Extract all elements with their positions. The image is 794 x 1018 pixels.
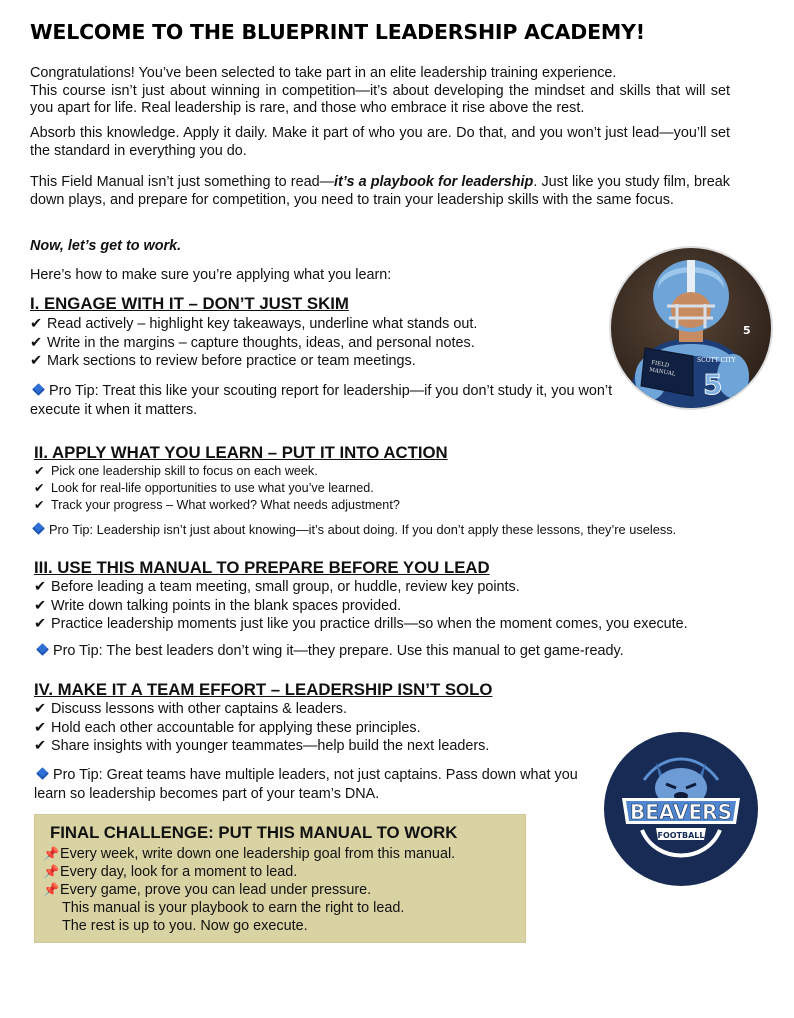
list-item-text: Read actively – highlight key takeaways, underline what stands out.	[47, 316, 478, 332]
section-1-pro-tip	[30, 382, 615, 420]
pro-tip-text: Pro Tip: The best leaders don’t wing it—they prepare. Use this manual to get game-ready.	[53, 643, 624, 659]
challenge-closing-2: The rest is up to you. Now go execute.	[62, 918, 308, 934]
checkmark-icon: ✔	[30, 334, 43, 351]
list-item-text: Hold each other accountable for applying these principles.	[51, 719, 421, 736]
section-1-list	[30, 315, 477, 371]
list-item-text: Practice leadership moments just like you practice drills—so when the moment comes, you execute.	[51, 616, 688, 632]
book-text-manual: MANUAL	[648, 367, 676, 378]
section-3-heading: III. USE THIS MANUAL TO PREPARE BEFORE YOU LEAD	[34, 558, 490, 577]
list-item-text: Look for real-life opportunities to use what you’ve learned.	[51, 481, 374, 495]
checkmark-icon: ✔	[34, 719, 47, 736]
list-item	[34, 737, 489, 756]
list-item	[34, 615, 688, 634]
list-item-text: Discuss lessons with other captains & leaders.	[51, 701, 347, 717]
list-item-text: Before leading a team meeting, small group, or huddle, review key points.	[51, 579, 520, 595]
checkmark-icon: ✔	[34, 481, 45, 495]
list-item	[30, 352, 477, 371]
intro-line-congratulations: Congratulations! You’ve been selected to take part in an elite leadership training experience.	[30, 65, 617, 81]
list-item-text: Track your progress – What worked? What needs adjustment?	[51, 498, 400, 512]
section-4-heading: IV. MAKE IT A TEAM EFFORT – LEADERSHIP ISN’T SOLO	[34, 680, 493, 699]
beavers-logo-graphic	[604, 732, 758, 886]
page-title: WELCOME TO THE BLUEPRINT LEADERSHIP ACADEMY!	[30, 20, 645, 44]
intro-p3-emphasis: it’s a playbook for leadership	[333, 174, 534, 190]
list-item	[34, 497, 400, 514]
checkmark-icon: ✔	[34, 701, 47, 717]
section-2-pro-tip	[30, 520, 770, 539]
beavers-football-logo	[604, 732, 758, 886]
logo-team-name: BEAVERS	[630, 800, 732, 824]
final-challenge-title: FINAL CHALLENGE: PUT THIS MANUAL TO WORK	[50, 823, 458, 842]
checkmark-icon: ✔	[30, 353, 43, 369]
section-4-pro-tip	[34, 766, 602, 804]
list-item-text: Mark sections to review before practice or team meetings.	[47, 353, 416, 369]
blue-diamond-icon	[36, 767, 49, 780]
section-4-list	[34, 700, 489, 756]
list-item	[30, 334, 477, 353]
logo-sport: FOOTBALL	[657, 831, 705, 840]
list-item-text: Every day, look for a moment to lead.	[60, 864, 298, 880]
list-item	[43, 881, 371, 899]
checkmark-icon: ✔	[30, 316, 43, 332]
list-item	[34, 719, 489, 738]
blue-diamond-icon	[36, 643, 49, 656]
list-item-text: Share insights with younger teammates—help build the next leaders.	[51, 738, 490, 754]
jersey-number: 5	[703, 368, 723, 401]
section-3-list	[34, 578, 688, 634]
intro-paragraph-5: Here’s how to make sure you’re applying what you learn:	[30, 267, 392, 283]
jersey-text: SCOTT CITY	[697, 357, 736, 364]
list-item	[43, 845, 455, 863]
football-player-illustration	[611, 248, 771, 408]
list-item	[34, 463, 400, 480]
list-item	[34, 480, 400, 497]
helmet-number: 5	[743, 324, 751, 337]
checkmark-icon: ✔	[34, 597, 47, 614]
blue-diamond-icon	[32, 383, 45, 396]
checkmark-icon: ✔	[34, 738, 47, 754]
intro-paragraph-1	[30, 65, 730, 118]
checkmark-icon: ✔	[34, 498, 45, 512]
pushpin-icon: 📌	[43, 864, 60, 879]
list-item	[43, 863, 297, 881]
checkmark-icon: ✔	[34, 579, 47, 595]
intro-paragraph-3	[30, 174, 730, 209]
list-item-text: Every week, write down one leadership goal from this manual.	[60, 846, 456, 862]
list-item-text: Every game, prove you can lead under pressure.	[60, 882, 372, 898]
section-3-pro-tip	[34, 642, 734, 661]
list-item	[34, 597, 688, 616]
list-item-text: Write down talking points in the blank spaces provided.	[51, 597, 402, 614]
pushpin-icon: 📌	[43, 846, 60, 861]
pro-tip-text: Pro Tip: Treat this like your scouting report for leadership—if you don’t study it, you won’t execute it when it matters.	[30, 383, 613, 418]
checkmark-icon: ✔	[34, 616, 47, 632]
intro-lets-work: Now, let’s get to work.	[30, 238, 182, 254]
pushpin-icon: 📌	[43, 882, 60, 897]
list-item-text: Write in the margins – capture thoughts, ideas, and personal notes.	[47, 334, 475, 351]
list-item	[34, 578, 688, 597]
pro-tip-text: Pro Tip: Leadership isn’t just about knowing—it’s about doing. If you don’t apply these lessons, they’re useless.	[49, 522, 677, 537]
book-text-field: FIELD	[650, 360, 670, 370]
blue-diamond-icon	[32, 522, 45, 535]
list-item	[34, 700, 489, 719]
list-item-text: Pick one leadership skill to focus on each week.	[51, 464, 318, 478]
challenge-closing-1: This manual is your playbook to earn the right to lead.	[62, 900, 405, 916]
pro-tip-text: Pro Tip: Great teams have multiple leaders, not just captains. Pass down what you learn so leadership becomes part of your team’s DNA.	[34, 767, 578, 802]
intro-paragraph-2: Absorb this knowledge. Apply it daily. Make it part of who you are. Do that, and you won’t just lead—you’ll set the standard in everything you do.	[30, 125, 730, 159]
intro-line-course: This course isn’t just about winning in competition—it’s about developing the mindset and skills that will set you apart for life. Real leadership is rare, and those who embrace it rise above the rest.	[30, 82, 730, 116]
intro-p3-pre: This Field Manual isn’t just something to read—	[30, 174, 334, 190]
section-2-heading: II. APPLY WHAT YOU LEARN – PUT IT INTO ACTION	[34, 443, 448, 462]
checkmark-icon: ✔	[34, 464, 45, 478]
final-challenge-box	[34, 814, 526, 943]
intro-p3-post: . Just like you study film, break down plays, and prepare for competition, you need to train your leadership skills with the same focus.	[30, 174, 730, 208]
football-player-photo	[609, 246, 773, 410]
section-2-list	[34, 463, 400, 514]
section-1-heading: I. ENGAGE WITH IT – DON’T JUST SKIM	[30, 294, 349, 313]
list-item	[30, 315, 477, 334]
